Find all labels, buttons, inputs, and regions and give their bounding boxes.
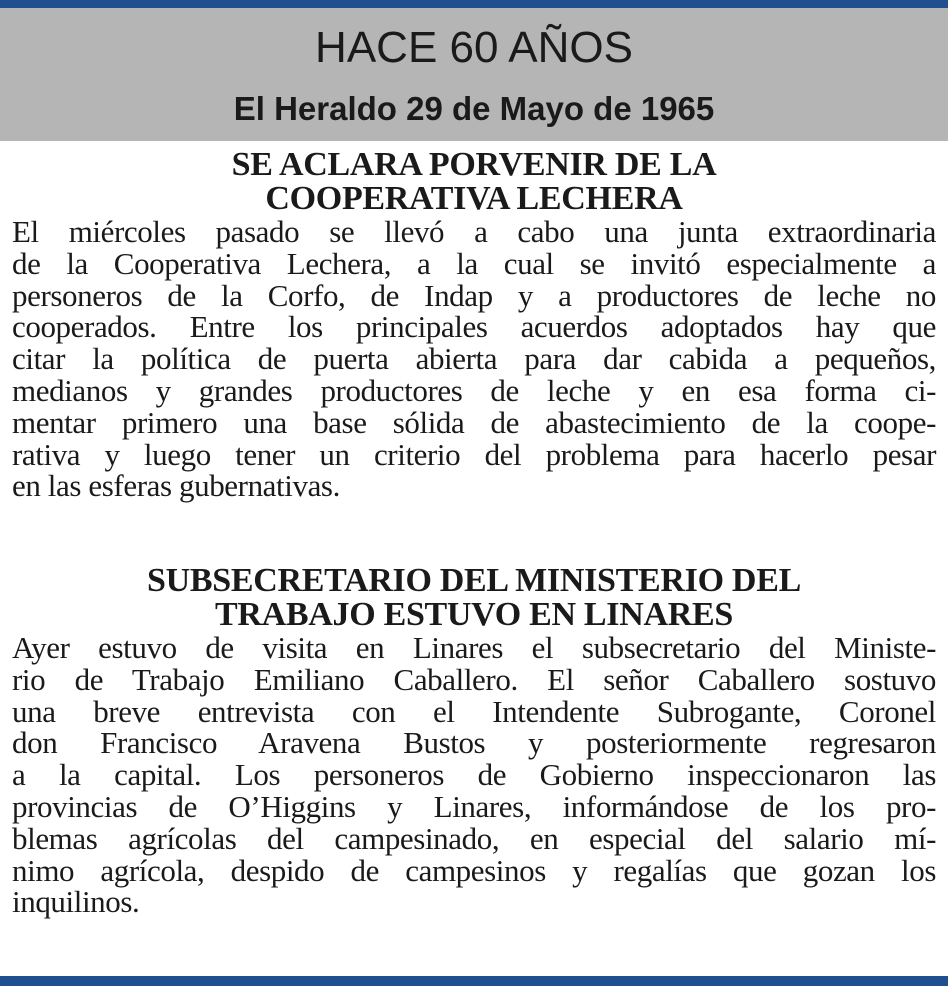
body-line: cooperados. Entre los principales acuerdos adoptados hay que bbox=[12, 309, 936, 345]
body-line: de la Cooperativa Lechera, a la cual se invitó especialmente a bbox=[12, 245, 936, 281]
body-line: citar la política de puerta abierta para dar cabida a pequeños, bbox=[12, 341, 936, 377]
body-line: nimo agrícola, despido de campesinos y regalías que gozan los bbox=[12, 852, 936, 888]
body-line: en las esferas gubernativas. bbox=[12, 468, 340, 504]
headline-line: TRABAJO ESTUVO EN LINARES bbox=[215, 596, 733, 633]
article-headline bbox=[12, 564, 936, 632]
article-subsecretario bbox=[12, 564, 936, 918]
body-line: personeros de la Corfo, de Indap y a productores de leche no bbox=[12, 277, 936, 313]
body-line: mentar primero una base sólida de abastecimiento de la coope- bbox=[12, 404, 936, 440]
article-body bbox=[12, 216, 936, 502]
body-line: provincias de O’Higgins y Linares, informándose de los pro- bbox=[12, 788, 936, 824]
body-line: blemas agrícolas del campesinado, en especial del salario mí- bbox=[12, 820, 936, 856]
body-line: inquilinos. bbox=[12, 884, 140, 920]
headline-line: SE ACLARA PORVENIR DE LA bbox=[231, 146, 717, 183]
body-line: medianos y grandes productores de leche y en esa forma ci- bbox=[12, 372, 936, 408]
article-cooperativa bbox=[12, 148, 936, 502]
body-line: rio de Trabajo Emiliano Caballero. El señor Caballero sostuvo bbox=[12, 661, 936, 697]
source-date-subtitle: El Heraldo 29 de Mayo de 1965 bbox=[233, 90, 715, 127]
body-line: una breve entrevista con el Intendente Subrogante, Coronel bbox=[12, 693, 936, 729]
article-headline bbox=[12, 148, 936, 216]
body-line: don Francisco Aravena Bustos y posteriormente regresaron bbox=[12, 725, 936, 761]
body-line: El miércoles pasado se llevó a cabo una junta extraordinaria bbox=[12, 214, 936, 249]
article-body bbox=[12, 632, 936, 918]
body-line: rativa y luego tener un criterio del problema para hacerlo pesar bbox=[12, 436, 936, 472]
section-title: HACE 60 AÑOS bbox=[315, 23, 633, 72]
top-border-rule bbox=[0, 0, 948, 8]
body-line: Ayer estuvo de visita en Linares el subsecretario del Ministe- bbox=[12, 630, 936, 665]
bottom-border-rule bbox=[0, 976, 948, 986]
headline-line: SUBSECRETARIO DEL MINISTERIO DEL bbox=[147, 562, 801, 599]
body-line: a la capital. Los personeros de Gobierno inspeccionaron las bbox=[12, 757, 936, 793]
headline-line: COOPERATIVA LECHERA bbox=[265, 180, 683, 217]
